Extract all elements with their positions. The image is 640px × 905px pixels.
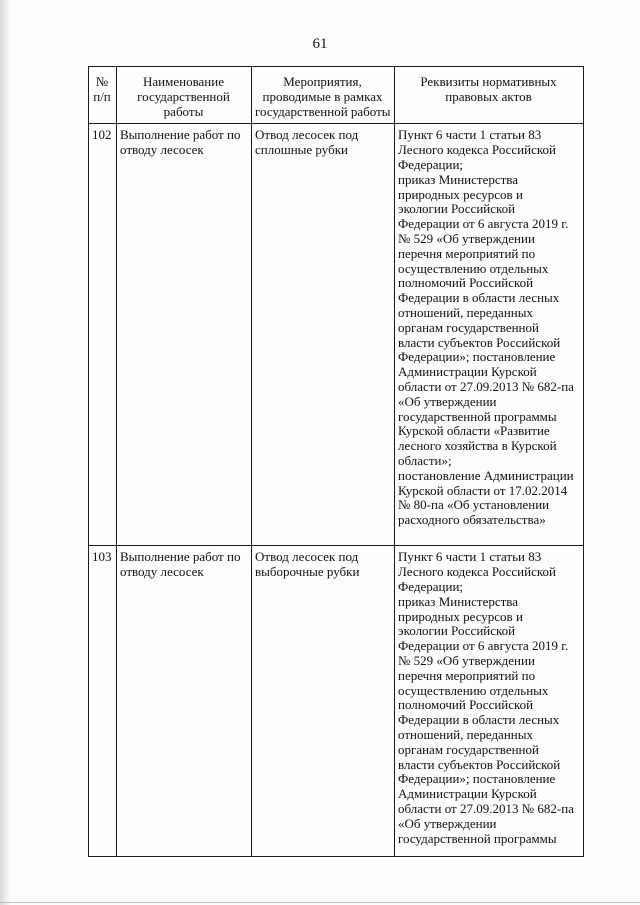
table-header-row bbox=[89, 67, 584, 124]
header-activities: Мероприятия, проводимые в рамках государственной работы bbox=[252, 67, 395, 124]
header-work-name: Наименование государственной работы bbox=[117, 67, 252, 124]
row-work-name: Выполнение работ по отводу лесосек bbox=[117, 546, 252, 857]
row-work-name: Выполнение работ по отводу лесосек bbox=[117, 124, 252, 546]
header-number: № п/п bbox=[89, 67, 117, 124]
row-activities: Отвод лесосек под выборочные рубки bbox=[252, 546, 395, 857]
row-number: 102 bbox=[89, 124, 117, 546]
page-number: 61 bbox=[312, 36, 328, 52]
row-activities: Отвод лесосек под сплошные рубки bbox=[252, 124, 395, 546]
table-row bbox=[89, 546, 584, 857]
regulations-table bbox=[88, 66, 584, 857]
row-legal-acts: Пункт 6 части 1 статьи 83 Лесного кодекса Российской Федерации; приказ Министерства природных ресурсов и экологии Российской Федерации от 6 августа 2019 г. № 529 «Об утверждении перечня мероприятий по осуществлению отдельных полномочий Российской Федерации в области лесных отношений, переданных органам государственной власти субъектов Российской Федерации»; постановление Администрации Курской области от 27.09.2013 № 682-па «Об утверждении государственной программы Курской области «Развитие лесного хозяйства в Курской области»; постановление Администрации Курской области от 17.02.2014 № 80-па «Об установлении расходного обязательства» bbox=[395, 124, 584, 546]
row-number: 103 bbox=[89, 546, 117, 857]
header-legal-acts: Реквизиты нормативных правовых актов bbox=[395, 67, 584, 124]
row-legal-acts: Пункт 6 части 1 статьи 83 Лесного кодекса Российской Федерации; приказ Министерства природных ресурсов и экологии Российской Федерации от 6 августа 2019 г. № 529 «Об утверждении перечня мероприятий по осуществлению отдельных полномочий Российской Федерации в области лесных отношений, переданных органам государственной власти субъектов Российской Федерации»; постановление Администрации Курской области от 27.09.2013 № 682-па «Об утверждении государственной программы bbox=[395, 546, 584, 857]
table-row bbox=[89, 124, 584, 546]
scan-bottom-edge bbox=[0, 902, 640, 903]
scan-edge-shadow bbox=[0, 0, 10, 905]
